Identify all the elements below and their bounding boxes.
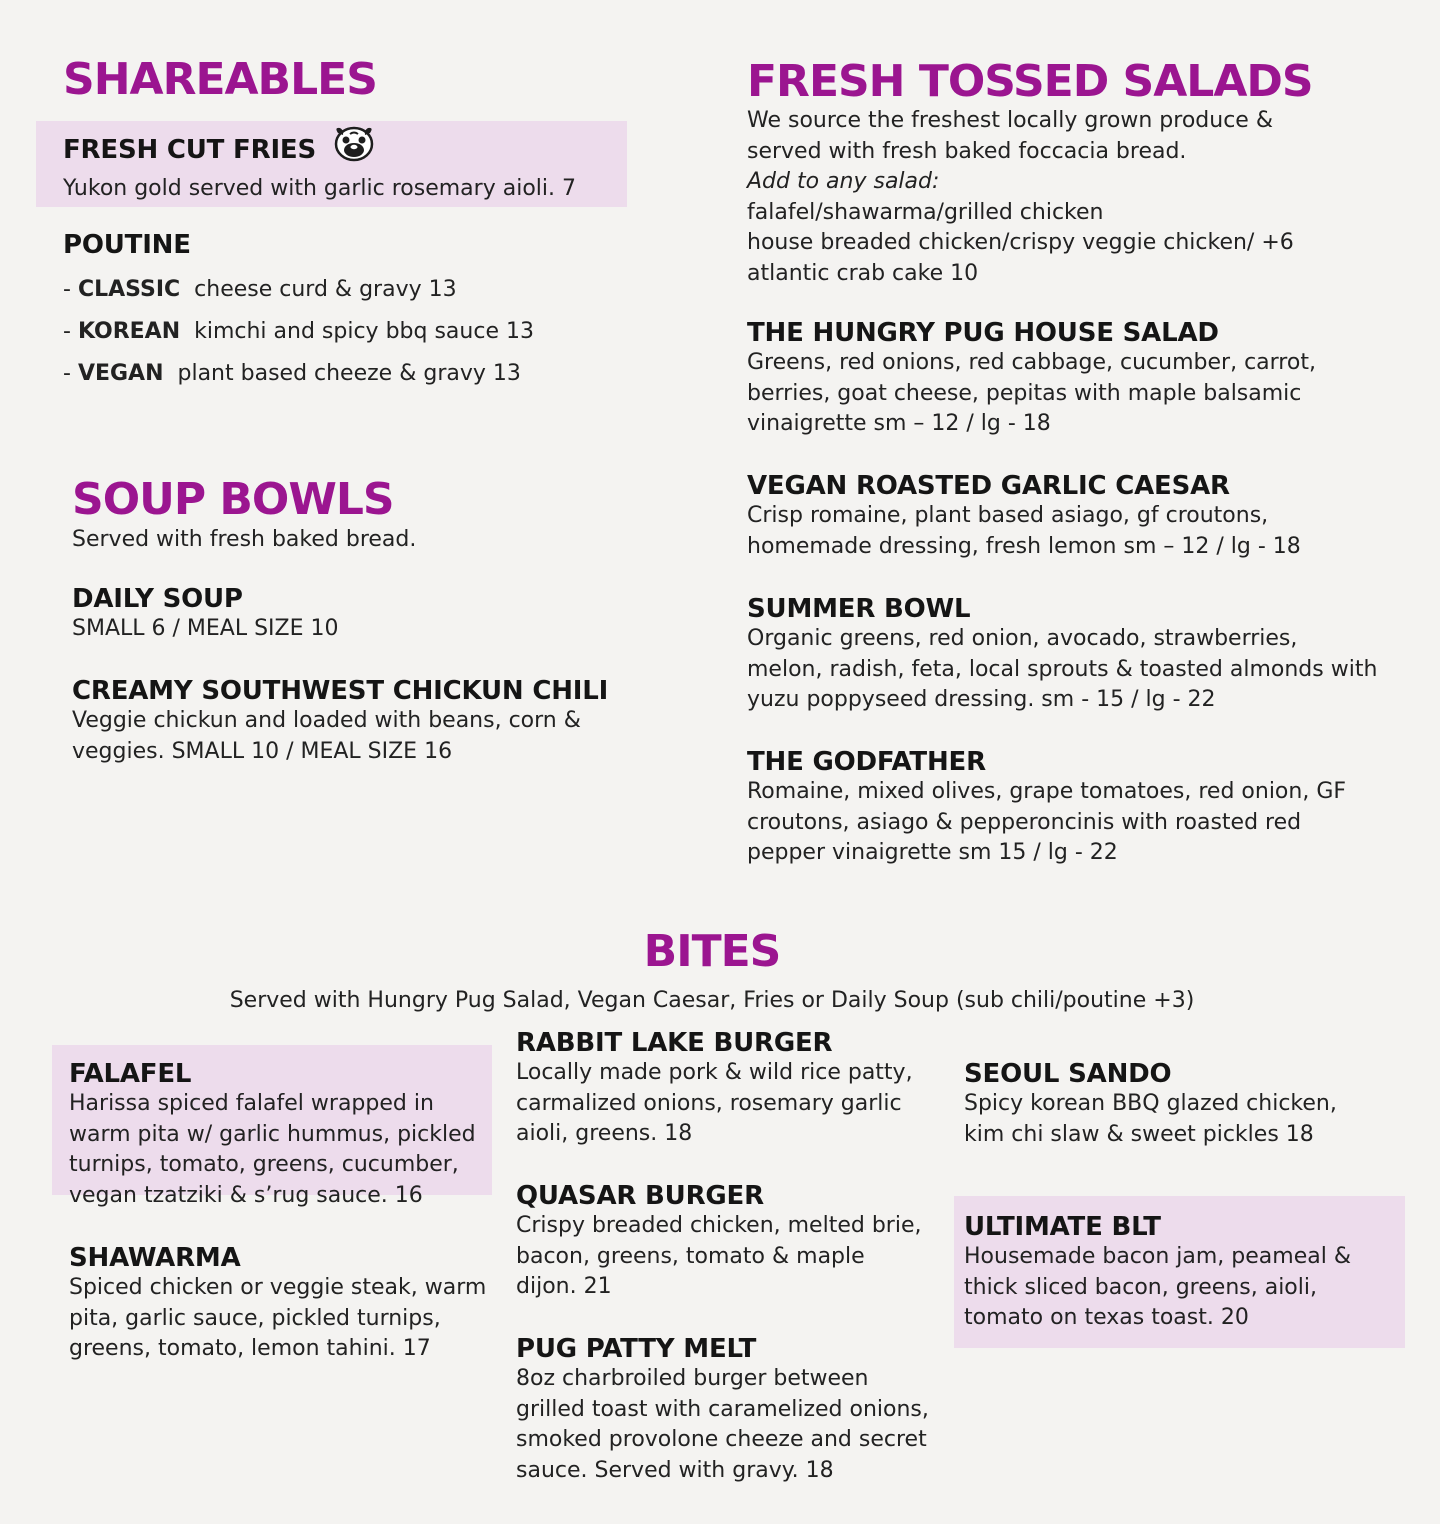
bite-desc-line: thick sliced bacon, greens, aioli, (964, 1274, 1317, 1300)
bite-desc-line: tomato on texas toast. 20 (964, 1305, 1249, 1331)
bite-item-blt (964, 1212, 1351, 1334)
salad-desc-line: Romaine, mixed olives, grape tomatoes, red onion, GF (747, 779, 1347, 804)
bite-desc-line: carmalized onions, rosemary garlic (516, 1090, 902, 1116)
poutine-option: - KOREAN kimchi and spicy bbq sauce 13 (63, 319, 534, 344)
salad-desc-line: Crisp romaine, plant based asiago, gf croutons, (747, 503, 1269, 528)
salad-desc-line: vinaigrette sm – 12 / lg - 18 (747, 411, 1051, 437)
salads-add-line: falafel/shawarma/grilled chicken (747, 199, 1104, 225)
bite-desc-line: turnips, tomato, greens, cucumber, (69, 1152, 459, 1178)
bite-desc-line: aioli, greens. 18 (516, 1121, 693, 1147)
bite-item-patty-melt (516, 1334, 929, 1486)
salad-desc-line: berries, goat cheese, pepitas with maple balsamic (747, 380, 1302, 406)
bite-desc-line: Spicy korean BBQ glazed chicken, (964, 1091, 1337, 1116)
bite-desc-line: sauce. Served with gravy. 18 (516, 1457, 834, 1483)
soup-name: DAILY SOUP (72, 584, 243, 614)
bite-name: PUG PATTY MELT (516, 1334, 757, 1364)
bite-item-rabbit-lake (516, 1028, 913, 1150)
soup-desc-line: Veggie chickun and loaded with beans, corn & (72, 708, 581, 733)
salad-item-summer (747, 594, 1377, 716)
bite-name: SEOUL SANDO (964, 1059, 1172, 1089)
fries-description: Yukon gold served with garlic rosemary aioli. 7 (63, 176, 576, 201)
bite-desc-line: Housemade bacon jam, peameal & (964, 1244, 1351, 1269)
soup-item-chili (72, 676, 608, 767)
bite-desc-line: kim chi slaw & sweet pickles 18 (964, 1121, 1314, 1147)
bite-desc-line: greens, tomato, lemon tahini. 17 (69, 1336, 431, 1362)
salad-item-godfather (747, 747, 1346, 869)
fries-item (63, 131, 576, 205)
bite-item-quasar (516, 1181, 921, 1303)
soups-title: SOUP BOWLS (72, 474, 394, 525)
soup-desc-line: veggies. SMALL 10 / MEAL SIZE 16 (72, 738, 453, 764)
soup-desc-line: SMALL 6 / MEAL SIZE 10 (72, 616, 339, 641)
salad-item-house (747, 318, 1316, 440)
poutine-option: - CLASSIC cheese curd & gravy 13 (63, 277, 457, 302)
bite-desc-line: 8oz charbroiled burger between (516, 1366, 869, 1391)
salad-name: VEGAN ROASTED GARLIC CAESAR (747, 471, 1230, 501)
salad-desc-line: melon, radish, feta, local sprouts & toasted almonds with (747, 656, 1378, 682)
salads-intro-line: served with fresh baked foccacia bread. (747, 138, 1187, 164)
soup-item-daily (72, 584, 339, 645)
bite-desc-line: Locally made pork & wild rice patty, (516, 1060, 913, 1085)
bite-desc-line: Harissa spiced falafel wrapped in (69, 1091, 434, 1116)
salads-add-label: Add to any salad: (747, 169, 940, 195)
bite-desc-line: smoked provolone cheeze and secret (516, 1427, 927, 1453)
poutine-option: - VEGAN plant based cheeze & gravy 13 (63, 361, 521, 386)
salads-add-line: house breaded chicken/crispy veggie chicken/ +6 (747, 230, 1294, 256)
bite-desc-line: warm pita w/ garlic hummus, pickled (69, 1121, 476, 1147)
bite-name: ULTIMATE BLT (964, 1212, 1161, 1242)
salads-intro-line: We source the freshest locally grown produce & (747, 108, 1273, 133)
salad-desc-line: Organic greens, red onion, avocado, strawberries, (747, 626, 1298, 651)
bite-item-shawarma (69, 1243, 486, 1365)
salad-name: THE GODFATHER (747, 747, 986, 777)
salad-name: SUMMER BOWL (747, 594, 971, 624)
salad-desc-line: pepper vinaigrette sm 15 / lg - 22 (747, 840, 1118, 866)
bite-desc-line: Spiced chicken or veggie steak, warm (69, 1275, 487, 1300)
salad-desc-line: homemade dressing, fresh lemon sm – 12 / lg - 18 (747, 533, 1301, 559)
bite-name: QUASAR BURGER (516, 1181, 764, 1211)
bite-name: RABBIT LAKE BURGER (516, 1028, 833, 1058)
bite-desc-line: bacon, greens, tomato & maple (516, 1243, 865, 1269)
pug-face-icon (331, 123, 377, 170)
bite-name: FALAFEL (69, 1059, 192, 1089)
salad-desc-line: Greens, red onions, red cabbage, cucumber, carrot, (747, 350, 1316, 375)
salads-title: FRESH TOSSED SALADS (747, 56, 1313, 107)
bite-name: SHAWARMA (69, 1243, 241, 1273)
bite-desc-line: pita, garlic sauce, pickled turnips, (69, 1305, 441, 1331)
poutine-item (63, 230, 534, 395)
poutine-name: POUTINE (63, 230, 191, 260)
salad-item-caesar (747, 471, 1301, 562)
bites-title: BITES (643, 926, 781, 977)
salad-desc-line: croutons, asiago & pepperoncinis with roasted red (747, 809, 1302, 835)
bites-subtitle: Served with Hungry Pug Salad, Vegan Caesar, Fries or Daily Soup (sub chili/poutine +3) (229, 988, 1195, 1013)
bite-desc-line: Crispy breaded chicken, melted brie, (516, 1213, 922, 1238)
salad-name: THE HUNGRY PUG HOUSE SALAD (747, 318, 1219, 348)
bite-desc-line: vegan tzatziki & s’rug sauce. 16 (69, 1182, 423, 1208)
poutine-options (63, 269, 534, 395)
fries-name: FRESH CUT FRIES (63, 135, 317, 165)
bite-desc-line: dijon. 21 (516, 1274, 612, 1300)
salad-desc-line: yuzu poppyseed dressing. sm - 15 / lg - 22 (747, 687, 1216, 713)
salads-intro (747, 106, 1294, 290)
bite-desc-line: grilled toast with caramelized onions, (516, 1396, 929, 1422)
soups-subtitle: Served with fresh baked bread. (72, 527, 417, 552)
soup-name: CREAMY SOUTHWEST CHICKUN CHILI (72, 676, 609, 706)
bite-item-falafel (69, 1059, 476, 1211)
shareables-title: SHAREABLES (63, 54, 377, 105)
salads-add-line: atlantic crab cake 10 (747, 260, 979, 286)
bite-item-seoul-sando (964, 1059, 1337, 1150)
